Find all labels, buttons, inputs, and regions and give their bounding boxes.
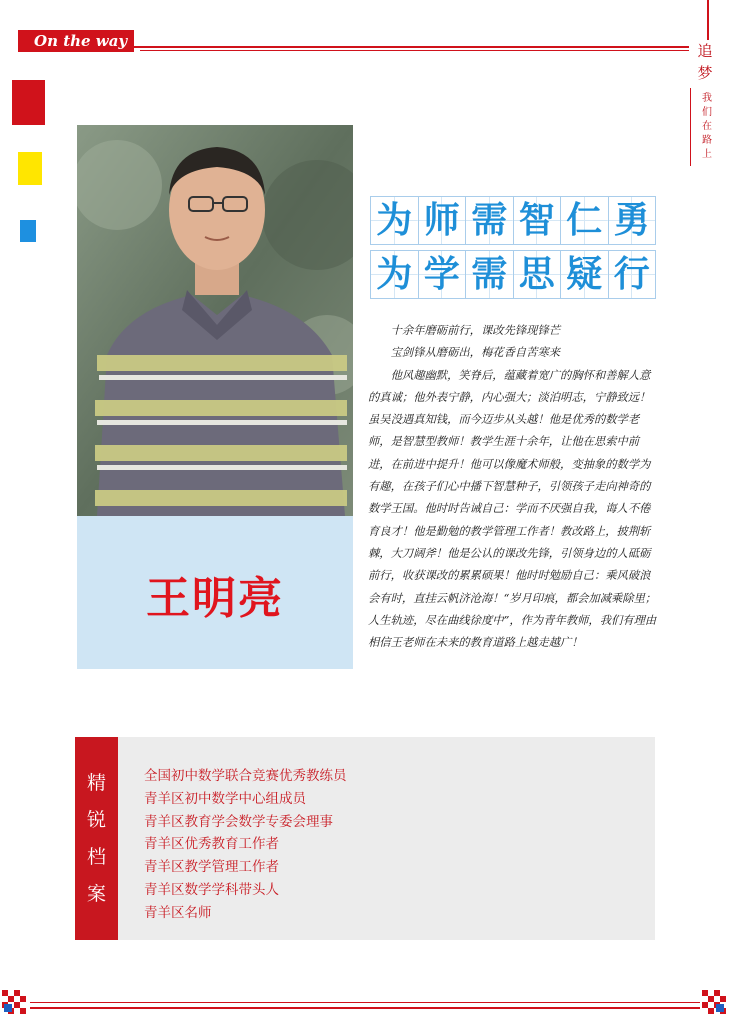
title-char: 学: [418, 250, 467, 299]
footer-checker-right-icon: [702, 990, 728, 1016]
decor-block-blue: [20, 220, 36, 242]
header-rule-thin: [140, 50, 689, 51]
footer-checker-left-icon: [2, 990, 28, 1016]
decor-block-yellow: [18, 152, 42, 185]
title-char: 智: [513, 196, 562, 245]
header-vertical-rule: [707, 0, 709, 40]
title-char: 需: [465, 250, 514, 299]
article-body: [368, 320, 660, 654]
title-line-1: [370, 196, 655, 244]
title-char: 为: [370, 196, 419, 245]
profile-label-char: 案: [86, 882, 106, 905]
profile-label-char: 精: [86, 771, 106, 794]
footer-rule: [30, 1007, 700, 1009]
title-char: 需: [465, 196, 514, 245]
title-line-2: [370, 250, 655, 298]
title-char: 行: [608, 250, 657, 299]
title-char: 仁: [560, 196, 609, 245]
profile-list: [144, 765, 624, 925]
decor-block-red: [12, 80, 45, 125]
profile-item: 全国初中数学联合竞赛优秀教练员: [144, 768, 347, 784]
portrait-photo: [77, 125, 353, 516]
profile-item: 青羊区初中数学中心组成员: [144, 790, 306, 807]
profile-item: 青羊区名师: [144, 904, 212, 921]
profile-item: 青羊区数学学科带头人: [144, 881, 279, 898]
title-char: 思: [513, 250, 562, 299]
title-char: 勇: [608, 196, 657, 245]
profile-label-char: 档: [86, 845, 106, 868]
article-paragraph: 他风趣幽默，笑脊后，蕴藏着宽广的胸怀和善解人意的真诚；他外表宁静，内心强大；淡泊明志，宁静致远！虽吴没遇真知钱，而今迈步从头越！他是优秀的数学老师，是智慧型教师！教学生涯十余年，让他在思索中前进，在前进中提升！他可以像魔术师般，变抽象的数学为有趣，在孩子们心中播下智慧种子，引领孩子走向神奇的数学王国。他时时告诫自己：学而不厌强自我，诲人不倦育良才！他是勤勉的教学管理工作者！教改路上，披荆斩棘，大刀阔斧！他是公认的课改先锋，引领身边的人砥砺前行，收获课改的累累硕果！他时时勉励自己：乘风破浪会有时，直挂云帆济沧海！“岁月印痕，都会加减乘除里；人生轨迹，尽在曲线徐度中”，作为青年教师，我们有理由相信王老师在未来的教育道路上越走越广！: [368, 368, 657, 650]
side-subtitle: 我 们 在 路 上: [702, 93, 712, 160]
profile-label: [75, 737, 118, 940]
profile-item: 青羊区教学管理工作者: [144, 859, 279, 876]
title-char: 疑: [560, 250, 609, 299]
poem-line-1: 十余年磨砺前行，课改先锋现锋芒: [390, 324, 561, 337]
person-name: 王明亮: [146, 573, 284, 624]
title-char: 师: [418, 196, 467, 245]
side-title: 追 梦: [697, 42, 713, 82]
header-rule: [134, 46, 689, 48]
section-tag: On the way: [18, 30, 134, 52]
profile-item: 青羊区教育学会数学专委会理事: [144, 813, 333, 830]
profile-item: 青羊区优秀教育工作者: [144, 836, 279, 853]
side-rule: [690, 88, 691, 166]
profile-label-char: 锐: [86, 808, 106, 831]
title-char: 为: [370, 250, 419, 299]
footer-rule-thin: [30, 1002, 700, 1003]
poem-line-2: 宝剑锋从磨砺出，梅花香自苦寒来: [390, 346, 561, 360]
